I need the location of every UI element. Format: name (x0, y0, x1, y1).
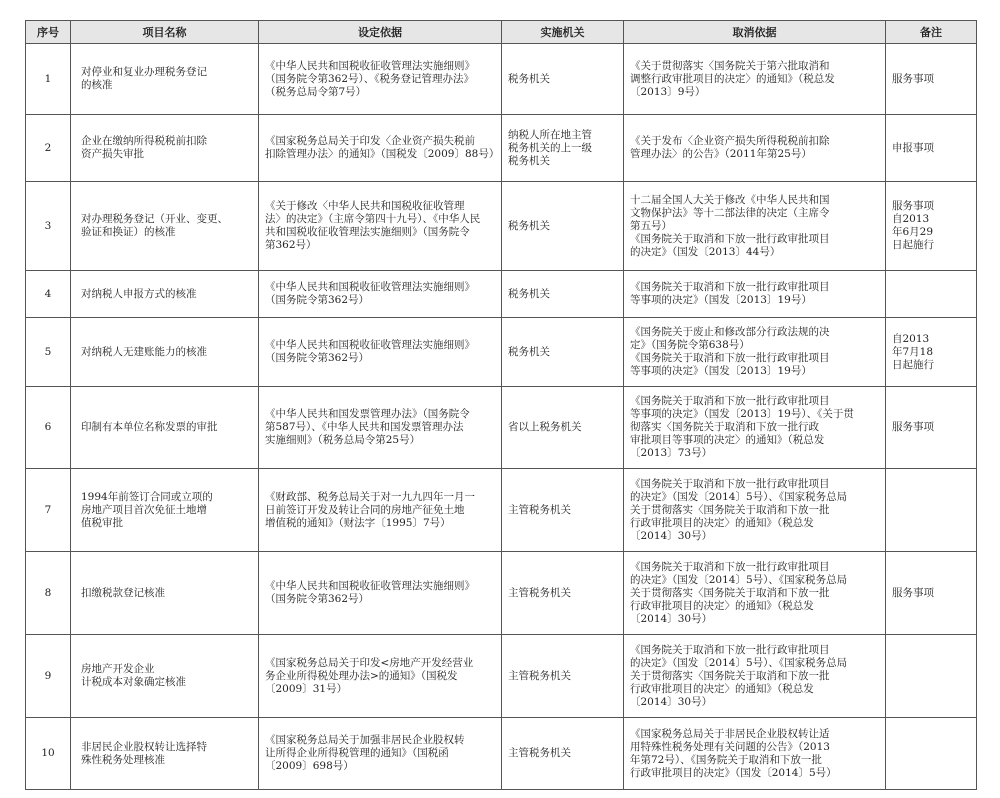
row-authority: 主管税务机关 (502, 469, 624, 552)
row-cancel: 《国家税务总局关于非居民企业股权转让适 用特殊性税务处理有关问题的公告》（2013 年第72号）、《国务院关于取消和下放一批 行政审批项目的决定》（国发〔2014〕5号） (624, 718, 886, 790)
row-authority: 主管税务机关 (502, 718, 624, 790)
row-authority: 主管税务机关 (502, 552, 624, 635)
row-seq: 1 (26, 44, 71, 115)
row-cancel: 《国务院关于取消和下放一批行政审批项目 的决定》（国发〔2014〕5号）、《国家税务总局 关于贯彻落实〈国务院关于取消和下放一批 行政审批项目的决定〉的通知》（税总发 〔2014〕30号） (624, 469, 886, 552)
row-cancel: 《关于发布〈企业资产损失所得税税前扣除 管理办法〉的公告》（2011年第25号） (624, 115, 886, 182)
table-row (26, 635, 977, 718)
row-note: 服务事项 (886, 552, 977, 635)
row-name: 对纳税人无建账能力的核准 (71, 318, 259, 387)
row-name: 房地产开发企业 计税成本对象确定核准 (71, 635, 259, 718)
header-name: 项目名称 (71, 21, 259, 44)
row-name: 对停业和复业办理税务登记 的核准 (71, 44, 259, 115)
table-row (26, 469, 977, 552)
table-row (26, 271, 977, 318)
row-note (886, 271, 977, 318)
row-basis: 《中华人民共和国发票管理办法》（国务院令 第587号）、《中华人民共和国发票管理办法 实施细则》（税务总局令第25号） (259, 387, 502, 469)
table-header-row (26, 21, 977, 44)
table-row (26, 115, 977, 182)
table-row (26, 718, 977, 790)
row-seq: 4 (26, 271, 71, 318)
row-authority: 税务机关 (502, 182, 624, 271)
row-authority: 主管税务机关 (502, 635, 624, 718)
row-cancel: 《国务院关于废止和修改部分行政法规的决 定》（国务院令第638号） 《国务院关于取消和下放一批行政审批项目 等事项的决定》（国发〔2013〕19号） (624, 318, 886, 387)
table-row (26, 44, 977, 115)
row-basis: 《财政部、税务总局关于对一九九四年一月一 日前签订开发及转让合同的房地产征免土地 增值税的通知》（财法字〔1995〕7号） (259, 469, 502, 552)
row-seq: 2 (26, 115, 71, 182)
row-basis: 《国家税务总局关于印发〈企业资产损失税前 扣除管理办法〉的通知》（国税发〔2009〕88号） (259, 115, 502, 182)
row-authority: 纳税人所在地主管 税务机关的上一级 税务机关 (502, 115, 624, 182)
row-authority: 省以上税务机关 (502, 387, 624, 469)
row-basis: 《中华人民共和国税收征收管理法实施细则》 （国务院令第362号） (259, 318, 502, 387)
approval-items-table (25, 20, 977, 790)
row-cancel: 十二届全国人大关于修改《中华人民共和国 文物保护法》等十二部法律的决定（主席令 第五号） 《国务院关于取消和下放一批行政审批项目 的决定》（国发〔2013〕44号） (624, 182, 886, 271)
table-row (26, 387, 977, 469)
row-seq: 6 (26, 387, 71, 469)
row-basis: 《中华人民共和国税收征收管理法实施细则》 （国务院令第362号） (259, 271, 502, 318)
row-seq: 7 (26, 469, 71, 552)
row-authority: 税务机关 (502, 318, 624, 387)
row-seq: 9 (26, 635, 71, 718)
header-authority: 实施机关 (502, 21, 624, 44)
table-row (26, 318, 977, 387)
row-basis: 《中华人民共和国税收征收管理法实施细则》 （国务院令第362号）、《税务登记管理办法》 （税务总局令第7号） (259, 44, 502, 115)
table-row (26, 552, 977, 635)
row-cancel: 《国务院关于取消和下放一批行政审批项目 的决定》（国发〔2014〕5号）、《国家税务总局 关于贯彻落实〈国务院关于取消和下放一批 行政审批项目的决定〉的通知》（税总发 〔2014〕30号） (624, 552, 886, 635)
row-name: 印制有本单位名称发票的审批 (71, 387, 259, 469)
row-cancel: 《关于贯彻落实〈国务院关于第六批取消和 调整行政审批项目的决定〉的通知》（税总发 〔2013〕9号） (624, 44, 886, 115)
row-seq: 10 (26, 718, 71, 790)
header-note: 备注 (886, 21, 977, 44)
row-authority: 税务机关 (502, 44, 624, 115)
header-cancel: 取消依据 (624, 21, 886, 44)
row-note (886, 635, 977, 718)
table-row (26, 182, 977, 271)
row-seq: 3 (26, 182, 71, 271)
row-note (886, 469, 977, 552)
row-cancel: 《国务院关于取消和下放一批行政审批项目 等事项的决定》（国发〔2013〕19号） (624, 271, 886, 318)
row-basis: 《国家税务总局关于加强非居民企业股权转 让所得企业所得税管理的通知》（国税函 〔2009〕698号） (259, 718, 502, 790)
row-authority: 税务机关 (502, 271, 624, 318)
row-basis: 《国家税务总局关于印发<房地产开发经营业 务企业所得税处理办法>的通知》（国税发 〔2009〕31号） (259, 635, 502, 718)
row-note: 服务事项 (886, 387, 977, 469)
row-basis: 《关于修改〈中华人民共和国税收征收管理 法〉的决定》（主席令第四十九号）、《中华人民 共和国税收征收管理法实施细则》（国务院令 第362号） (259, 182, 502, 271)
row-name: 对纳税人申报方式的核准 (71, 271, 259, 318)
row-basis: 《中华人民共和国税收征收管理法实施细则》 （国务院令第362号） (259, 552, 502, 635)
row-cancel: 《国务院关于取消和下放一批行政审批项目 的决定》（国发〔2014〕5号）、《国家税务总局 关于贯彻落实〈国务院关于取消和下放一批 行政审批项目的决定〉的通知》（税总发 〔2014〕30号） (624, 635, 886, 718)
row-note: 服务事项 (886, 44, 977, 115)
header-seq: 序号 (26, 21, 71, 44)
row-cancel: 《国务院关于取消和下放一批行政审批项目 等事项的决定》（国发〔2013〕19号）、《关于贯 彻落实〈国务院关于取消和下放一批行政 审批项目等事项的决定〉的通知》（税总发 〔2013〕73号） (624, 387, 886, 469)
row-note: 申报事项 (886, 115, 977, 182)
row-name: 扣缴税款登记核准 (71, 552, 259, 635)
row-name: 非居民企业股权转让选择特 殊性税务处理核准 (71, 718, 259, 790)
row-name: 企业在缴纳所得税税前扣除 资产损失审批 (71, 115, 259, 182)
row-note: 自2013 年7月18 日起施行 (886, 318, 977, 387)
row-name: 对办理税务登记（开业、变更、 验证和换证）的核准 (71, 182, 259, 271)
row-name: 1994年前签订合同或立项的 房地产项目首次免征土地增 值税审批 (71, 469, 259, 552)
row-seq: 8 (26, 552, 71, 635)
row-note: 服务事项 自2013 年6月29 日起施行 (886, 182, 977, 271)
row-seq: 5 (26, 318, 71, 387)
row-note (886, 718, 977, 790)
header-basis: 设定依据 (259, 21, 502, 44)
